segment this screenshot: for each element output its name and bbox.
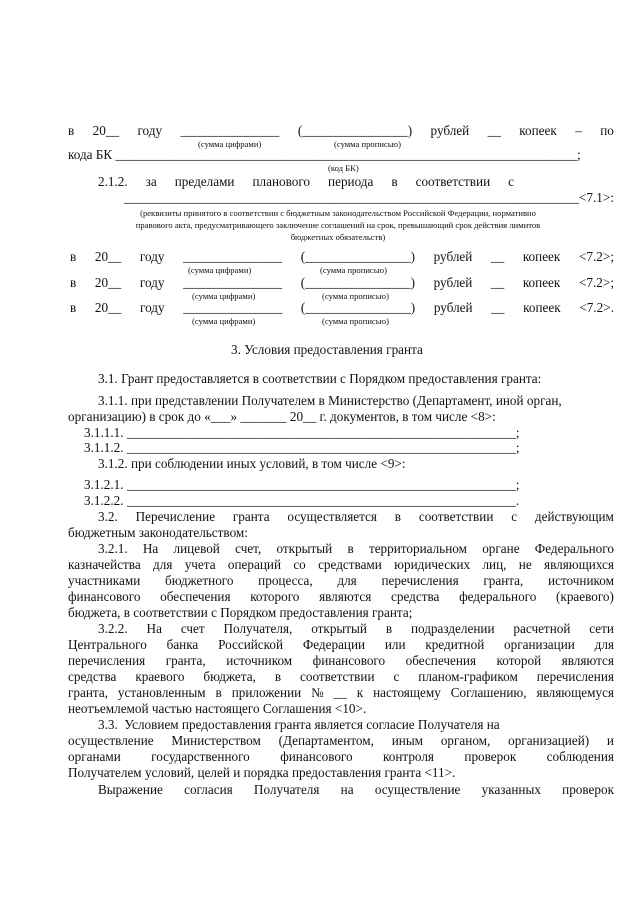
kbk-line: кода БК ______________________________________________________________________; bbox=[68, 148, 581, 162]
section-3-heading: 3. Условия предоставления гранта bbox=[231, 342, 423, 357]
word: рублей bbox=[433, 275, 473, 290]
clause-3-2-line2: бюджетным законодательством: bbox=[68, 525, 248, 540]
word: за bbox=[145, 174, 157, 189]
word: гранта, bbox=[483, 573, 524, 588]
word: перечисления bbox=[381, 573, 459, 588]
word: установленным bbox=[117, 685, 206, 700]
clause-3-2-2-line4 bbox=[68, 670, 614, 683]
word: согласия bbox=[184, 782, 233, 797]
word: счет, bbox=[235, 541, 262, 556]
caption-amount-figures: (сумма цифрами) bbox=[192, 291, 256, 301]
word: __ bbox=[490, 249, 505, 264]
word: органами bbox=[68, 749, 121, 764]
word: в bbox=[274, 669, 282, 684]
word: осуществляется bbox=[287, 509, 377, 524]
word: Перечисление bbox=[135, 509, 216, 524]
word: перечисления bbox=[536, 669, 614, 684]
word: Министерством bbox=[171, 733, 261, 748]
caption-kbk: (код БК) bbox=[328, 163, 359, 173]
clause-3-2-1-line5: бюджета, в соответствии с Порядком предоставления гранта; bbox=[68, 605, 413, 620]
word: году bbox=[139, 275, 165, 290]
word: (________________) bbox=[300, 300, 416, 315]
word: государственного bbox=[151, 749, 250, 764]
word: 3.2. bbox=[98, 509, 118, 524]
clause-3-1-1-line2: организацию) в срок до «___» _______ 20__ г. документов, в том числе <8>: bbox=[68, 409, 496, 424]
word: копеек bbox=[519, 123, 557, 138]
word: __ bbox=[490, 275, 505, 290]
word: средствами bbox=[318, 557, 382, 572]
word: бюджета, bbox=[203, 669, 256, 684]
word: Центрального bbox=[68, 637, 147, 652]
word: году bbox=[137, 123, 163, 138]
word: указанных bbox=[481, 782, 541, 797]
clause-3-2-line1 bbox=[98, 510, 614, 523]
word: территориальном bbox=[368, 541, 467, 556]
caption-amount-figures: (сумма цифрами) bbox=[192, 316, 256, 326]
clause-3-2-1-line4 bbox=[68, 590, 614, 603]
word: 3.2.1. bbox=[98, 541, 128, 556]
word: проверок bbox=[562, 782, 614, 797]
word: приложении bbox=[231, 685, 302, 700]
clause-3-3-line4: Получателем условий, целей и порядка предоставления гранта <11>. bbox=[68, 765, 456, 780]
clause-3-2-2-line5 bbox=[68, 686, 614, 699]
word: планового bbox=[252, 174, 311, 189]
word: рублей bbox=[433, 249, 473, 264]
word: в bbox=[394, 509, 402, 524]
year-line-2 bbox=[70, 276, 614, 289]
word: не bbox=[518, 557, 532, 572]
word: рублей bbox=[433, 300, 473, 315]
word: в bbox=[70, 300, 77, 315]
word: 20__ bbox=[92, 123, 120, 138]
year-line-current bbox=[68, 124, 614, 137]
word: операций bbox=[227, 557, 281, 572]
word: (________________) bbox=[300, 275, 415, 290]
word: обеспечения bbox=[405, 653, 477, 668]
word: (________________) bbox=[300, 249, 415, 264]
word: копеек bbox=[523, 300, 561, 315]
caption-amount-figures: (сумма цифрами) bbox=[198, 139, 262, 149]
clause-3-3-line3 bbox=[68, 750, 614, 763]
word: счет bbox=[180, 621, 205, 636]
word: процесса, bbox=[258, 573, 313, 588]
clause-3-2-2-line2 bbox=[68, 638, 614, 651]
word: – bbox=[575, 123, 582, 138]
clause-3-2-2-line3 bbox=[68, 654, 614, 667]
word: Получателя, bbox=[223, 621, 293, 636]
word: настоящему bbox=[373, 685, 441, 700]
word: в bbox=[347, 541, 354, 556]
clause-3-2-2-line1 bbox=[98, 622, 614, 635]
word: <7.2>; bbox=[578, 275, 614, 290]
word: __ bbox=[333, 685, 347, 700]
word: открытый bbox=[276, 541, 333, 556]
caption-amount-words: (сумма прописью) bbox=[334, 139, 401, 149]
word: пределами bbox=[174, 174, 235, 189]
word: источником bbox=[226, 653, 293, 668]
word: Федерации bbox=[302, 637, 366, 652]
caption-requisites-3: бюджетных обязательств) bbox=[290, 232, 386, 242]
word: На bbox=[146, 621, 162, 636]
word: в bbox=[391, 174, 398, 189]
word: _______________ bbox=[183, 249, 283, 264]
word: для bbox=[337, 573, 357, 588]
word: рублей bbox=[430, 123, 470, 138]
word: гранта, bbox=[68, 685, 108, 700]
clause-2-1-2 bbox=[98, 175, 514, 188]
word: кредитной bbox=[425, 637, 485, 652]
word: _______________ bbox=[180, 123, 280, 138]
word: федерального bbox=[459, 589, 537, 604]
word: лицевой bbox=[173, 541, 220, 556]
word: финансового bbox=[68, 589, 141, 604]
word: 20__ bbox=[94, 249, 122, 264]
word: _______________ bbox=[183, 275, 283, 290]
year-line-3 bbox=[70, 301, 614, 314]
word: гранта bbox=[232, 509, 270, 524]
word: контроля bbox=[383, 749, 434, 764]
word: юридических bbox=[394, 557, 471, 572]
clause-3-2-2-line6: неотъемлемой частью настоящего Соглашения <10>. bbox=[68, 701, 367, 716]
word: средства bbox=[391, 589, 440, 604]
word: осуществление bbox=[374, 782, 461, 797]
caption-amount-words: (сумма прописью) bbox=[320, 265, 387, 275]
word: с bbox=[511, 509, 518, 524]
word: в bbox=[385, 621, 393, 636]
word: _______________ bbox=[183, 300, 283, 315]
word: перечисления bbox=[68, 653, 146, 668]
word: являются bbox=[319, 589, 372, 604]
word: являются bbox=[561, 653, 614, 668]
word: финансового bbox=[312, 653, 386, 668]
word: 2.1.2. bbox=[98, 174, 128, 189]
word: копеек bbox=[522, 249, 561, 264]
clause-3-1-1-2: 3.1.1.2. ___________________________________________________________; bbox=[84, 440, 520, 455]
word: по bbox=[600, 123, 614, 138]
clause-3-1-2: 3.1.2. при соблюдении иных условий, в том числе <9>: bbox=[98, 456, 406, 471]
caption-amount-words: (сумма прописью) bbox=[322, 316, 389, 326]
word: действующим bbox=[534, 509, 614, 524]
word: Федерального bbox=[534, 541, 614, 556]
clause-3-1-1-1: 3.1.1.1. ___________________________________________________________; bbox=[84, 425, 520, 440]
word: (Департаментом, bbox=[278, 733, 374, 748]
word: на bbox=[340, 782, 354, 797]
clause-3-1: 3.1. Грант предоставляется в соответствии с Порядком предоставления гранта: bbox=[98, 371, 542, 386]
word: подразделении bbox=[410, 621, 495, 636]
word: которого bbox=[250, 589, 300, 604]
clause-3-1-2-2: 3.1.2.2. ___________________________________________________________. bbox=[84, 493, 520, 508]
word: Выражение bbox=[98, 782, 163, 797]
word: сети bbox=[589, 621, 614, 636]
caption-requisites-2: правового акта, предусматривающего заключение соглашений на срок, превышающий срок действия лимитов bbox=[135, 220, 541, 230]
word: Российской bbox=[218, 637, 284, 652]
word: лиц, bbox=[482, 557, 507, 572]
word: гранта, bbox=[165, 653, 206, 668]
caption-requisites-1: (реквизиты принятого в соответствии с бюджетным законодательством Российской Федерации, нормативно bbox=[140, 208, 536, 218]
word: со bbox=[293, 557, 306, 572]
word: расчетной bbox=[513, 621, 571, 636]
word: <7.2>. bbox=[579, 300, 614, 315]
word: в bbox=[215, 685, 222, 700]
word: соответствии bbox=[415, 174, 491, 189]
word: для bbox=[594, 637, 614, 652]
word: открытый bbox=[311, 621, 367, 636]
word: Получателя bbox=[253, 782, 320, 797]
reference-7-1: _____________________________________________________________________<7.1>: bbox=[124, 191, 614, 205]
word: Соглашению, bbox=[450, 685, 527, 700]
word: в bbox=[68, 123, 75, 138]
word: иным bbox=[391, 733, 424, 748]
word: участниками bbox=[68, 573, 141, 588]
word: к bbox=[356, 685, 364, 700]
clause-3-2-1-line1 bbox=[98, 542, 614, 555]
word: обеспечения bbox=[160, 589, 231, 604]
word: __ bbox=[487, 123, 501, 138]
clause-3-3-line1: 3.3. Условием предоставления гранта является согласие Получателя на bbox=[98, 717, 500, 732]
word: банка bbox=[166, 637, 199, 652]
word: финансового bbox=[280, 749, 353, 764]
word: или bbox=[384, 637, 406, 652]
word: организации bbox=[504, 637, 575, 652]
word: году bbox=[139, 300, 165, 315]
word: являющихся bbox=[544, 557, 614, 572]
word: учета bbox=[184, 557, 216, 572]
word: организацией) bbox=[508, 733, 590, 748]
word: которой bbox=[496, 653, 542, 668]
word: и bbox=[606, 733, 614, 748]
word: 3.2.2. bbox=[98, 621, 128, 636]
word: __ bbox=[491, 300, 505, 315]
clause-3-1-1-line1: 3.1.1. при представлении Получателем в Министерство (Департамент, иной орган, bbox=[98, 393, 562, 408]
word: в bbox=[70, 275, 77, 290]
word: соблюдения bbox=[546, 749, 614, 764]
word: <7.2>; bbox=[578, 249, 614, 264]
caption-amount-words: (сумма прописью) bbox=[322, 291, 389, 301]
word: органе bbox=[482, 541, 520, 556]
word: На bbox=[142, 541, 159, 556]
word: (________________) bbox=[297, 123, 413, 138]
word: являющемуся bbox=[536, 685, 614, 700]
consent-line bbox=[98, 783, 614, 796]
word: для bbox=[153, 557, 173, 572]
word: средства bbox=[68, 669, 117, 684]
word: 20__ bbox=[94, 300, 122, 315]
caption-amount-figures: (сумма цифрами) bbox=[188, 265, 252, 275]
clause-3-1-2-1: 3.1.2.1. ___________________________________________________________; bbox=[84, 477, 520, 492]
word: краевого bbox=[135, 669, 185, 684]
word: (краевого) bbox=[556, 589, 614, 604]
word: осуществление bbox=[68, 733, 154, 748]
word: году bbox=[139, 249, 165, 264]
clause-3-3-line2 bbox=[68, 734, 614, 747]
word: планом-графиком bbox=[418, 669, 518, 684]
word: соответствии bbox=[418, 509, 494, 524]
word: с bbox=[393, 669, 400, 684]
word: периода bbox=[328, 174, 374, 189]
word: соответствии bbox=[300, 669, 375, 684]
word: 20__ bbox=[94, 275, 122, 290]
word: органом, bbox=[440, 733, 491, 748]
word: с bbox=[508, 174, 514, 189]
clause-3-2-1-line3 bbox=[68, 574, 614, 587]
word: № bbox=[311, 685, 324, 700]
word: в bbox=[70, 249, 77, 264]
year-line-1 bbox=[70, 250, 614, 263]
word: проверок bbox=[464, 749, 517, 764]
word: источником bbox=[548, 573, 614, 588]
word: казначейства bbox=[68, 557, 141, 572]
word: бюджетного bbox=[164, 573, 234, 588]
clause-3-2-1-line2 bbox=[68, 558, 614, 571]
word: копеек bbox=[522, 275, 561, 290]
